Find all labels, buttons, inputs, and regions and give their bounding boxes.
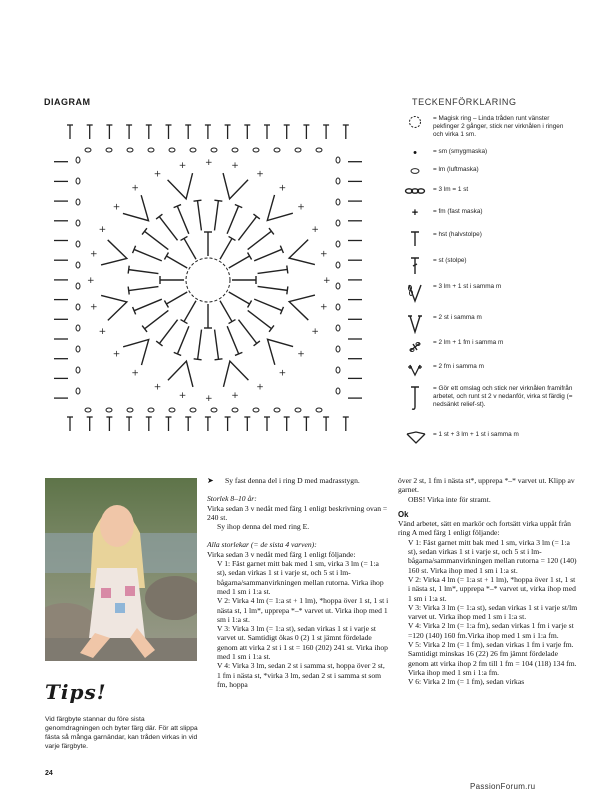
fm-symbol: + [87, 276, 95, 286]
fm-symbol: + [98, 327, 107, 338]
arrow-icon: ➤ [207, 476, 214, 485]
chain-symbol [336, 346, 340, 352]
st-symbol-bar [164, 253, 168, 260]
fm-symbol: + [231, 391, 239, 402]
st-symbol [159, 320, 177, 344]
st-symbol-bar [287, 266, 288, 274]
chain-symbol [76, 325, 80, 331]
v-stitch-symbol [289, 295, 315, 320]
paragraph: V 1: Fäst garnet mitt bak med 1 sm, virka 3 lm (= 1:a st), sedan virkas 1 st i varje st, och 5 st i lm-bågarna/sammanvirkningen mellan rutorna. Virka ihop med 1 sm i 1:a st. [217, 559, 384, 596]
paragraph: Virka sedan 3 v nedåt med färg 1 enligt beskrivning ovan = 240 st. [207, 503, 388, 522]
legend-text: = Gör ett omslag och stick ner virknålen framifrån arbetet, och runt st 2 v nedanför, virka st färdig (= nedsänkt relief-st). [433, 385, 573, 408]
st-symbol [184, 238, 196, 259]
st-symbol [220, 238, 232, 259]
chain-symbol [336, 388, 340, 394]
relief-st-icon [404, 385, 426, 413]
v-stitch-symbol [268, 339, 294, 365]
st-symbol [258, 286, 288, 290]
fm-symbol: + [98, 224, 107, 235]
legend-text: = Magisk ring – Linda tråden runt vänster pekfinger 2 gånger, stick ner virknålen i ringen och virka 1 sm. [433, 115, 564, 138]
st-icon [404, 257, 426, 277]
paragraph: Sy ihop denna del med ring E. [217, 522, 310, 532]
fm-symbol: + [178, 160, 187, 171]
st-symbol-bar [287, 286, 288, 294]
st-symbol [238, 216, 256, 240]
paragraph: V 6: Virka 2 lm (= 1 fm), sedan virkas [408, 677, 525, 687]
chain-symbol [232, 148, 238, 152]
paragraph: Virka sedan 3 v nedåt med färg 1 enligt följande: [207, 549, 356, 559]
fm-symbol: + [205, 158, 213, 168]
chain-symbol [127, 148, 133, 152]
oval-icon [404, 166, 426, 178]
chain-symbol [127, 408, 133, 412]
chain-symbol [76, 220, 80, 226]
fm-symbol: + [112, 202, 121, 213]
st-symbol [214, 201, 218, 231]
plus-icon: + [411, 207, 419, 219]
st-symbol-bar [229, 236, 236, 240]
st-symbol [129, 287, 159, 291]
fm-symbol: + [89, 302, 98, 313]
st-symbol [129, 270, 159, 274]
fm-symbol: + [278, 183, 287, 194]
chain-symbol [336, 199, 340, 205]
fm-symbol: + [297, 349, 305, 360]
st-symbol [238, 320, 256, 344]
st-symbol [248, 231, 272, 249]
v-stitch-symbol [123, 195, 149, 221]
chain-symbol [274, 148, 280, 152]
st-symbol-bar [269, 325, 274, 331]
chain-symbol [169, 148, 175, 152]
fm-symbol: + [278, 368, 287, 379]
st-symbol [229, 292, 250, 304]
chain-symbol [148, 148, 154, 152]
v-stitch-symbol [223, 361, 248, 387]
tips-text: Vid färgbyte stannar du före sista genomdragningen och byter färg där. För att slippa fästa så många garnändar, kan tråden virkas in vid varje färgbyte. [45, 716, 198, 750]
chain-symbol [106, 148, 112, 152]
fm-symbol: + [320, 302, 328, 313]
fm-symbol: + [311, 224, 319, 235]
fm-symbol: + [112, 349, 121, 360]
chain-symbol [336, 178, 340, 184]
chain-symbol [316, 148, 322, 152]
instructions-column-2 [207, 476, 390, 689]
paragraph: V 1: Fäst garnet mitt bak med 1 sm, virka 3 lm (= 1:a st), sedan virkas 1 st i varje st, och 5 st i lm-bågarna/sammanvirkningen mellan rutorna = 120 (140) 160 st. Virka ihop med 1 sm i 1:a st. [408, 537, 577, 575]
st-symbol [177, 206, 189, 234]
magic-ring-symbol [186, 258, 230, 302]
st-symbol-bar [181, 236, 188, 240]
st-symbol-bar [253, 214, 259, 219]
chain-symbol [76, 157, 80, 163]
paragraph: V 3: Virka 3 lm (= 1:a st), sedan virkas 1 st i varje st varvet ut. Samtidigt ökas 0 (2) 1 st jämnt fördelade genom att virka 2 st i 1 st = 160 (202) 241 st. Virka ihop med 1 sm i 1:a st. [217, 624, 388, 662]
chain-symbol [76, 199, 80, 205]
st-symbol [198, 330, 202, 360]
paragraph: V 2: Virka 4 lm (= 1:a st + 1 lm), *hoppa över 1 st, 1 st i nästa st, 1 lm*, upprepa *–* varvet ut, virka ihop med 1 sm i 1:a st. [408, 574, 576, 603]
chain-symbol [85, 148, 91, 152]
st-symbol-bar [128, 266, 129, 274]
chain-symbol [76, 388, 80, 394]
chain-symbol [336, 304, 340, 310]
chain-symbol [190, 408, 196, 412]
st-symbol-bar [215, 359, 223, 360]
chain-symbol [336, 262, 340, 268]
chain-symbol [76, 346, 80, 352]
v-cluster-icon [404, 283, 426, 305]
chain-symbol [76, 262, 80, 268]
st-symbol-bar [269, 228, 274, 234]
fm-symbol: + [178, 391, 187, 402]
chain-symbol [76, 283, 80, 289]
st-symbol [159, 217, 177, 241]
diagram-title: DIAGRAM [44, 97, 91, 107]
legend-text: = 2 lm + 1 fm i samma m [433, 339, 504, 346]
chain-symbol [336, 367, 340, 373]
st-symbol-bar [156, 341, 162, 346]
chain-symbol [295, 148, 301, 152]
fm-symbol: + [297, 202, 305, 213]
chain-symbol [336, 283, 340, 289]
legend-text: = 2 st i samma m [433, 314, 482, 321]
st-symbol [248, 310, 272, 328]
legend-text: = 1 st + 3 lm + 1 st i samma m [433, 431, 519, 438]
paragraph: V 5: Virka 2 lm (= 1 fm), sedan virkas 1 fm i varje fm. Samtidigt minskas 16 (22) 26 fm jämnt fördelade genom att virka ihop 2 fm till 1 fm = 104 (118) 134 fm. Virka ihop med 1 sm i 1:a fm. [408, 640, 577, 677]
chain-symbol [76, 241, 80, 247]
hst-icon [404, 231, 426, 249]
fm-symbol: + [320, 249, 328, 260]
chain-symbol [232, 408, 238, 412]
chain-symbol [190, 148, 196, 152]
st-symbol-bar [142, 326, 147, 332]
lm-fm-icon [404, 339, 426, 357]
chain-symbol [316, 408, 322, 412]
paragraph: V 4: Virka 3 lm, sedan 2 st i samma st, hoppa över 2 st, 1 fm i nästa st, *virka 3 lm, sedan 2 st i samma st som fm, hoppa [217, 661, 385, 689]
chain-symbol [336, 325, 340, 331]
chain-symbol [295, 408, 301, 412]
fm-symbol: + [205, 394, 213, 404]
paragraph: V 4: Virka 2 lm (= 1:a fm), sedan virkas 1 fm i varje st =120 (140) 160 fm.Virka ihop med 1 sm i 1:a fm. [408, 621, 574, 640]
chain-symbol [211, 408, 217, 412]
chain-symbol [211, 148, 217, 152]
fm-symbol: + [131, 368, 139, 379]
instructions-column-3 [398, 476, 578, 687]
legend-text: = 3 lm = 1 st [433, 186, 469, 193]
v-icon [404, 314, 426, 336]
paragraph: OBS! Virka inte för stramt. [408, 494, 491, 504]
chain-symbol [106, 408, 112, 412]
st-symbol [184, 301, 196, 322]
st-symbol [258, 269, 288, 273]
fm-symbol: + [153, 382, 162, 393]
chain-symbol [253, 148, 259, 152]
st-symbol [254, 249, 282, 261]
fm-symbol: + [231, 160, 239, 171]
legend-title: TECKENFÖRKLARING [412, 97, 517, 107]
page-number: 24 [45, 770, 53, 777]
st-symbol-bar [156, 214, 162, 219]
fm-symbol: + [256, 169, 264, 180]
fm-symbol: + [153, 169, 162, 180]
chain-symbol [148, 408, 154, 412]
st-symbol [134, 299, 162, 311]
st-symbol-bar [142, 228, 147, 234]
st-symbol [177, 326, 188, 354]
crochet-diagram [48, 120, 368, 440]
v-stitch-symbol [101, 240, 127, 265]
v-stitch-symbol [168, 361, 193, 387]
legend-text: = 2 fm i samma m [433, 363, 484, 370]
paragraph: över 2 st, 1 fm i nästa st*, upprepa *–* varvet ut. Klipp av garnet. [398, 476, 575, 495]
st-symbol-bar [128, 287, 129, 295]
st-symbol [220, 301, 232, 322]
legend-text: = hst (halvstolpe) [433, 231, 482, 238]
v-stitch-symbol [123, 340, 149, 366]
legend-text: = 3 lm + 1 st i samma m [433, 283, 502, 290]
paragraph: Vänd arbetet, sätt en markör och fortsätt virka uppåt från ring A med färg 1 enligt följande: [398, 519, 571, 538]
chain-symbol [336, 220, 340, 226]
st-symbol [227, 206, 238, 234]
legend-text: = fm (fast maska) [433, 208, 483, 215]
chain-symbol [76, 178, 80, 184]
chain-symbol [336, 241, 340, 247]
st-symbol [134, 249, 162, 260]
st-symbol [145, 310, 169, 328]
section-heading: Alla storlekar (= de sista 4 varven): [207, 540, 317, 550]
st-symbol [227, 326, 239, 354]
paragraph: Sy fast denna del i ring D med madrasstygn. [225, 476, 360, 485]
st-symbol [254, 299, 282, 310]
v-stitch-symbol [168, 173, 193, 199]
dot-icon: • [413, 147, 417, 159]
st-symbol [215, 330, 219, 360]
chain-symbol [274, 408, 280, 412]
legend-text: = lm (luftmaska) [433, 166, 479, 173]
fm-symbol: + [89, 249, 98, 260]
fm-symbol: + [311, 327, 319, 338]
st-symbol [144, 231, 168, 249]
paragraph: V 2: Virka 4 lm (= 1:a st + 1 lm), *hoppa över 1 st, 1 st i nästa st, 1 lm*, upprepa *–* varvet ut. Virka ihop med 1 sm i 1:a st. [217, 596, 389, 624]
watermark: PassionForum.ru [470, 782, 536, 791]
v-stitch-symbol [289, 240, 315, 265]
fm-symbol: + [256, 382, 264, 393]
st-symbol-bar [214, 200, 222, 201]
section-heading: Storlek 8–10 år: [207, 494, 257, 504]
st-symbol-bar [164, 301, 168, 308]
chain-symbol [85, 408, 91, 412]
chain-symbol [76, 367, 80, 373]
v-stitch-symbol [223, 173, 248, 199]
section-heading: Ok [398, 509, 409, 519]
legend-text: = st (stolpe) [433, 257, 467, 264]
girl-photo [45, 478, 197, 661]
chain-symbol [253, 408, 259, 412]
st-symbol [197, 201, 201, 231]
v-stitch-symbol [101, 295, 127, 320]
chain-symbol [76, 304, 80, 310]
legend-text: = sm (smygmaska) [433, 148, 488, 155]
fm-symbol: + [131, 183, 139, 194]
magic-ring-icon [404, 115, 426, 131]
st-symbol [166, 256, 187, 268]
st-symbol-bar [194, 200, 202, 201]
fan-icon [404, 431, 426, 447]
st-symbol [229, 256, 250, 268]
v-stitch-symbol [267, 195, 293, 221]
fm-symbol: + [323, 276, 331, 286]
tips-title: Tips! [45, 680, 107, 704]
paragraph: V 3: Virka 3 lm (= 1:a st), sedan virkas 1 st i varje st/lm varvet ut. Virka ihop med 1 sm i 1:a st. [408, 602, 578, 622]
chain-symbol [169, 408, 175, 412]
fm-v-icon [404, 363, 426, 379]
chain-icon [404, 186, 426, 198]
st-symbol-bar [194, 359, 202, 360]
st-symbol-bar [254, 341, 260, 346]
chain-symbol [336, 157, 340, 163]
st-symbol [166, 292, 187, 304]
